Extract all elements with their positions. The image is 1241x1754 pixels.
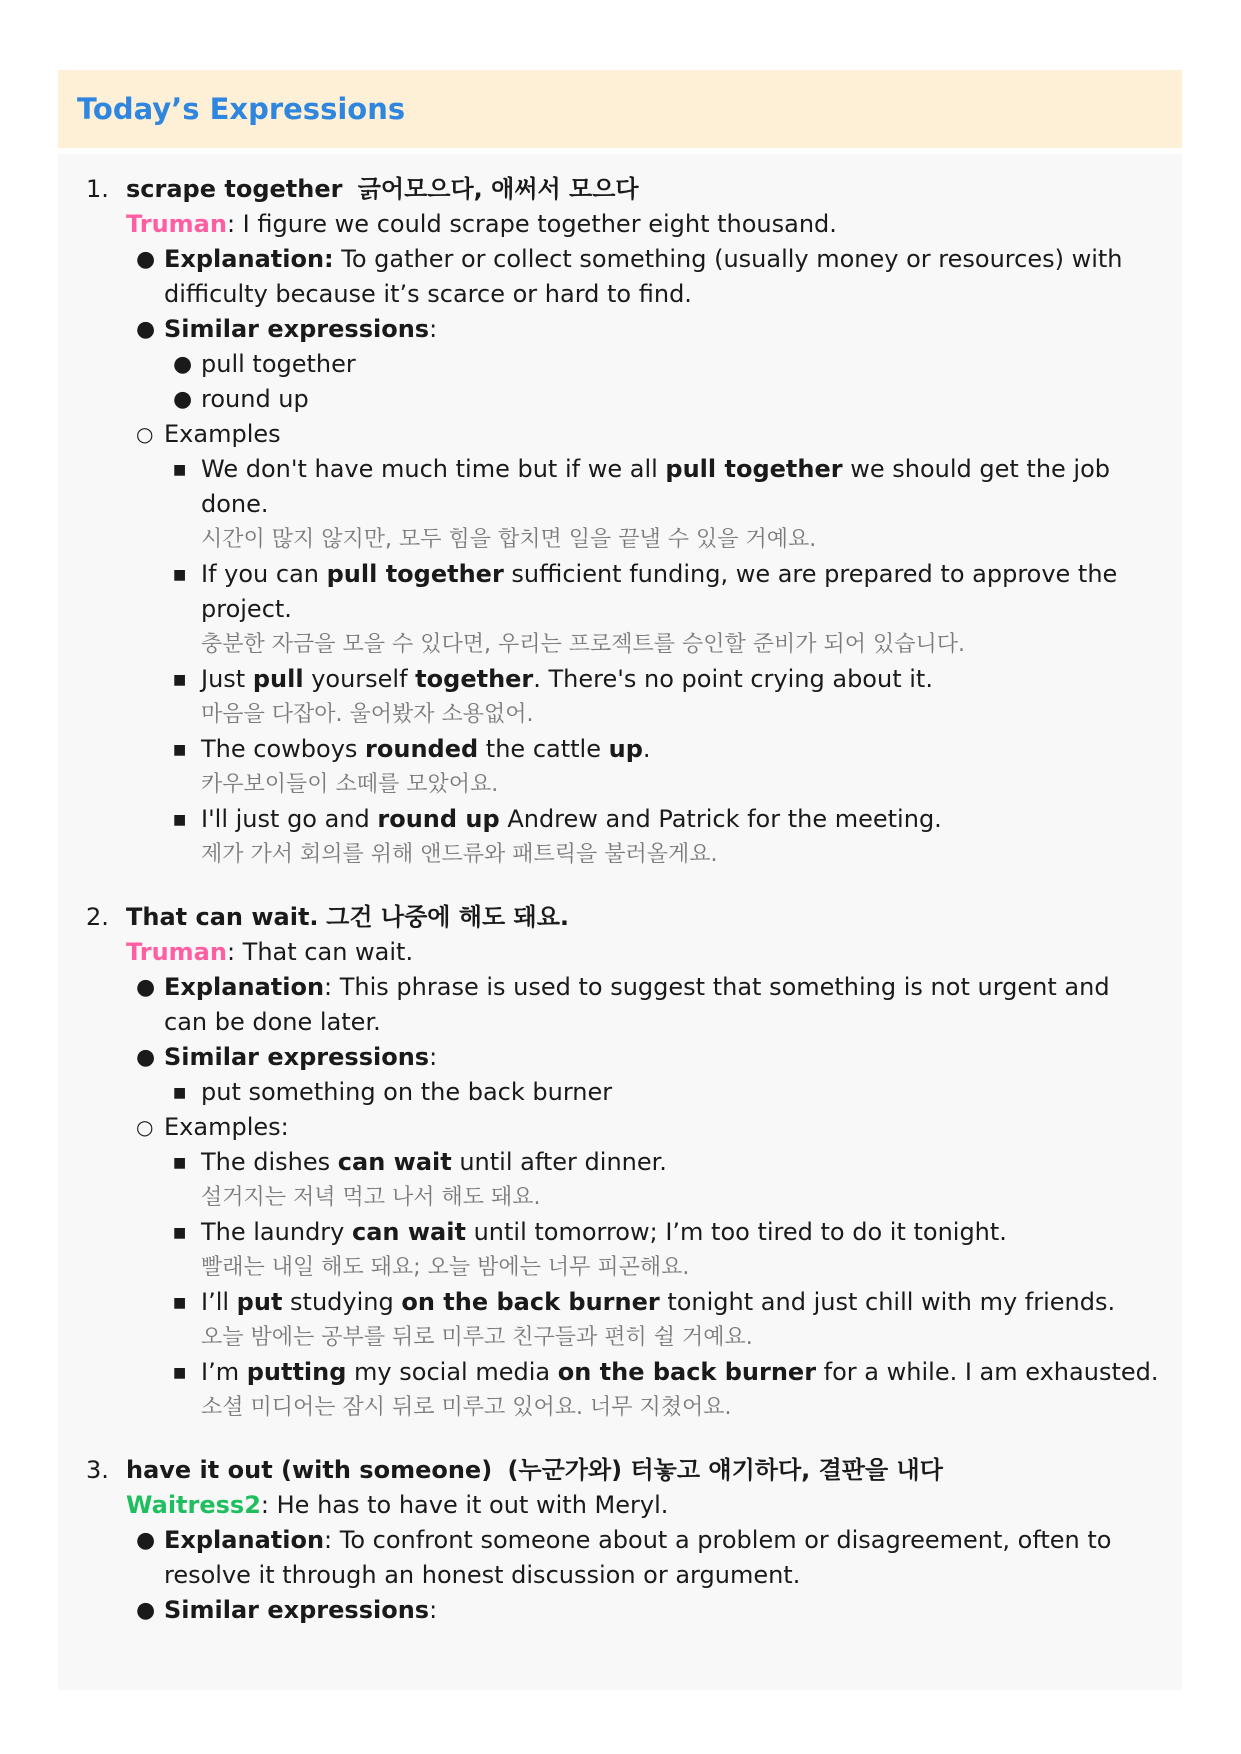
expression-title-korean: 그건 나중에 해도 돼요.	[326, 903, 570, 931]
example-text: my social media	[346, 1358, 558, 1386]
explanation	[58, 970, 1182, 1040]
explanation-text: To gather or collect something (usually money or resources) with difficulty because it’s scarce or hard to find.	[164, 245, 1123, 308]
bullet-square-icon: ■	[173, 1365, 187, 1381]
explanation-label: Explanation	[164, 973, 325, 1001]
expression-title-korean: 긁어모으다, 애써서 모으다	[357, 175, 639, 203]
example-sentence	[58, 1285, 1182, 1320]
example-sentence	[58, 732, 1182, 767]
example-translation: 설거지는 저녁 먹고 나서 해도 돼요.	[201, 1185, 541, 1210]
expression-title: have it out (with someone)	[126, 1456, 493, 1484]
example-bold: round up	[377, 805, 500, 833]
example-text: The cowboys	[201, 735, 366, 763]
example-text: I’m	[201, 1358, 247, 1386]
bullet-square-icon: ■	[173, 672, 187, 688]
example-text: . There's no point crying about it.	[533, 665, 933, 693]
explanation-text: : To confront someone about a problem or disagreement, often to resolve it through an honest discussion or argument.	[164, 1526, 1112, 1589]
quote-text: : He has to have it out with Meryl.	[260, 1491, 669, 1519]
example-bold: on the back burner	[557, 1358, 817, 1386]
bullet-disc-icon: ●	[136, 975, 156, 1000]
example-bold: can wait	[337, 1148, 452, 1176]
example-sentence	[58, 1355, 1182, 1390]
example-text: yourself	[303, 665, 416, 693]
similar-expression-text: put something on the back burner	[201, 1078, 613, 1106]
example-bold: on the back burner	[401, 1288, 660, 1316]
bullet-square-icon: ■	[173, 1085, 187, 1101]
bullet-disc-icon: ●	[136, 317, 156, 342]
expression-entry	[58, 172, 1182, 872]
expression-entry	[58, 900, 1182, 1425]
entry-number: 1.	[86, 175, 109, 203]
expression-title-line	[58, 900, 1182, 935]
example-bold: can wait	[352, 1218, 466, 1246]
speaker-name: Truman	[126, 210, 227, 238]
similar-colon: :	[429, 1043, 438, 1071]
example-translation: 제가 가서 회의를 위해 앤드류와 패트릭을 불러올게요.	[201, 842, 718, 867]
example-text: the cattle	[478, 735, 609, 763]
bullet-square-icon: ■	[173, 812, 187, 828]
quote-line	[58, 1488, 1182, 1523]
example-bold: together	[415, 665, 534, 693]
expression-title: scrape together	[126, 175, 343, 203]
example-bold: up	[608, 735, 643, 763]
bullet-square-icon: ■	[173, 1155, 187, 1171]
expression-title-line	[58, 172, 1182, 207]
bullet-square-icon: ■	[173, 742, 187, 758]
explanation-label: Explanation:	[164, 245, 334, 273]
example-text: for a while. I am exhausted.	[816, 1358, 1159, 1386]
bullet-disc-icon: ●	[173, 352, 193, 377]
examples-heading	[58, 1110, 1182, 1145]
similar-expression-item	[58, 1075, 1182, 1110]
expression-title: That can wait.	[126, 903, 319, 931]
example-translation: 빨래는 내일 해도 돼요; 오늘 밤에는 너무 피곤해요.	[201, 1255, 690, 1280]
example-text: The laundry	[201, 1218, 352, 1246]
example-bold: pull	[252, 665, 304, 693]
example-bold: pull together	[665, 455, 843, 483]
example-text: .	[642, 735, 651, 763]
example-text: If you can	[201, 560, 327, 588]
example-text: The dishes	[201, 1148, 338, 1176]
entry-number: 3.	[86, 1456, 109, 1484]
speaker-name: Waitress2	[126, 1491, 261, 1519]
examples-label: Examples	[164, 420, 281, 448]
speaker-name: Truman	[126, 938, 227, 966]
example-sentence	[58, 1145, 1182, 1180]
example-text: tonight and just chill with my friends.	[659, 1288, 1116, 1316]
example-text: until tomorrow; I’m too tired to do it tonight.	[465, 1218, 1007, 1246]
example-bold: pull together	[326, 560, 504, 588]
explanation-text: : This phrase is used to suggest that something is not urgent and can be done later.	[164, 973, 1110, 1036]
example-sentence	[58, 1215, 1182, 1250]
example-bold: putting	[246, 1358, 347, 1386]
examples-label: Examples:	[164, 1113, 289, 1141]
bullet-square-icon: ■	[173, 1225, 187, 1241]
similar-expressions-heading	[58, 312, 1182, 347]
example-translation: 소셜 미디어는 잠시 뒤로 미루고 있어요. 너무 지쳤어요.	[201, 1395, 732, 1420]
similar-label: Similar expressions	[164, 1043, 430, 1071]
example-translation: 마음을 다잡아. 울어봤자 소용없어.	[201, 702, 534, 727]
example-translation: 오늘 밤에는 공부를 뒤로 미루고 친구들과 편히 쉴 거예요.	[201, 1325, 753, 1350]
similar-expression-text: round up	[201, 385, 309, 413]
similar-expressions-heading	[58, 1593, 1182, 1628]
similar-expression-text: pull together	[201, 350, 356, 378]
example-text: I'll just go and	[201, 805, 378, 833]
similar-colon: :	[429, 315, 438, 343]
bullet-circle-icon: ○	[136, 1115, 154, 1139]
example-sentence	[58, 802, 1182, 837]
expressions-content	[58, 154, 1182, 1690]
example-text: studying	[282, 1288, 402, 1316]
expression-entry	[58, 1453, 1182, 1628]
example-text: Just	[201, 665, 253, 693]
similar-expression-item	[58, 347, 1182, 382]
bullet-square-icon: ■	[173, 1295, 187, 1311]
bullet-disc-icon: ●	[136, 247, 156, 272]
example-text: sufficient funding, we are prepared to approve the project.	[201, 560, 1118, 623]
similar-expression-item	[58, 382, 1182, 417]
example-bold: rounded	[365, 735, 479, 763]
quote-line	[58, 207, 1182, 242]
similar-label: Similar expressions	[164, 315, 430, 343]
example-text: Andrew and Patrick for the meeting.	[499, 805, 942, 833]
explanation	[58, 1523, 1182, 1593]
expression-title-korean: (누군가와) 터놓고 얘기하다, 결판을 내다	[507, 1456, 943, 1484]
quote-text: : I figure we could scrape together eight thousand.	[226, 210, 837, 238]
example-sentence	[58, 557, 1182, 627]
bullet-disc-icon: ●	[136, 1528, 156, 1553]
example-translation: 시간이 많지 않지만, 모두 힘을 합치면 일을 끝낼 수 있을 거예요.	[201, 527, 817, 552]
example-sentence	[58, 452, 1182, 522]
expression-title-line	[58, 1453, 1182, 1488]
bullet-circle-icon: ○	[136, 422, 154, 446]
expressions-header	[58, 70, 1182, 148]
bullet-square-icon: ■	[173, 567, 187, 583]
example-text: I’ll	[201, 1288, 237, 1316]
bullet-square-icon: ■	[173, 462, 187, 478]
example-text: we should get the job done.	[201, 455, 1111, 518]
entry-number: 2.	[86, 903, 109, 931]
example-bold: put	[236, 1288, 283, 1316]
example-translation: 충분한 자금을 모을 수 있다면, 우리는 프로젝트를 승인할 준비가 되어 있습니다.	[201, 632, 965, 657]
bullet-disc-icon: ●	[173, 387, 193, 412]
page-title: Today’s Expressions	[77, 92, 406, 126]
similar-label: Similar expressions	[164, 1596, 430, 1624]
example-translation: 카우보이들이 소떼를 모았어요.	[201, 772, 499, 797]
example-text: We don't have much time but if we all	[201, 455, 666, 483]
explanation	[58, 242, 1182, 312]
bullet-disc-icon: ●	[136, 1598, 156, 1623]
bullet-disc-icon: ●	[136, 1045, 156, 1070]
similar-colon: :	[429, 1596, 438, 1624]
explanation-label: Explanation	[164, 1526, 325, 1554]
example-text: until after dinner.	[451, 1148, 667, 1176]
quote-text: : That can wait.	[226, 938, 414, 966]
quote-line	[58, 935, 1182, 970]
examples-heading	[58, 417, 1182, 452]
example-sentence	[58, 662, 1182, 697]
similar-expressions-heading	[58, 1040, 1182, 1075]
